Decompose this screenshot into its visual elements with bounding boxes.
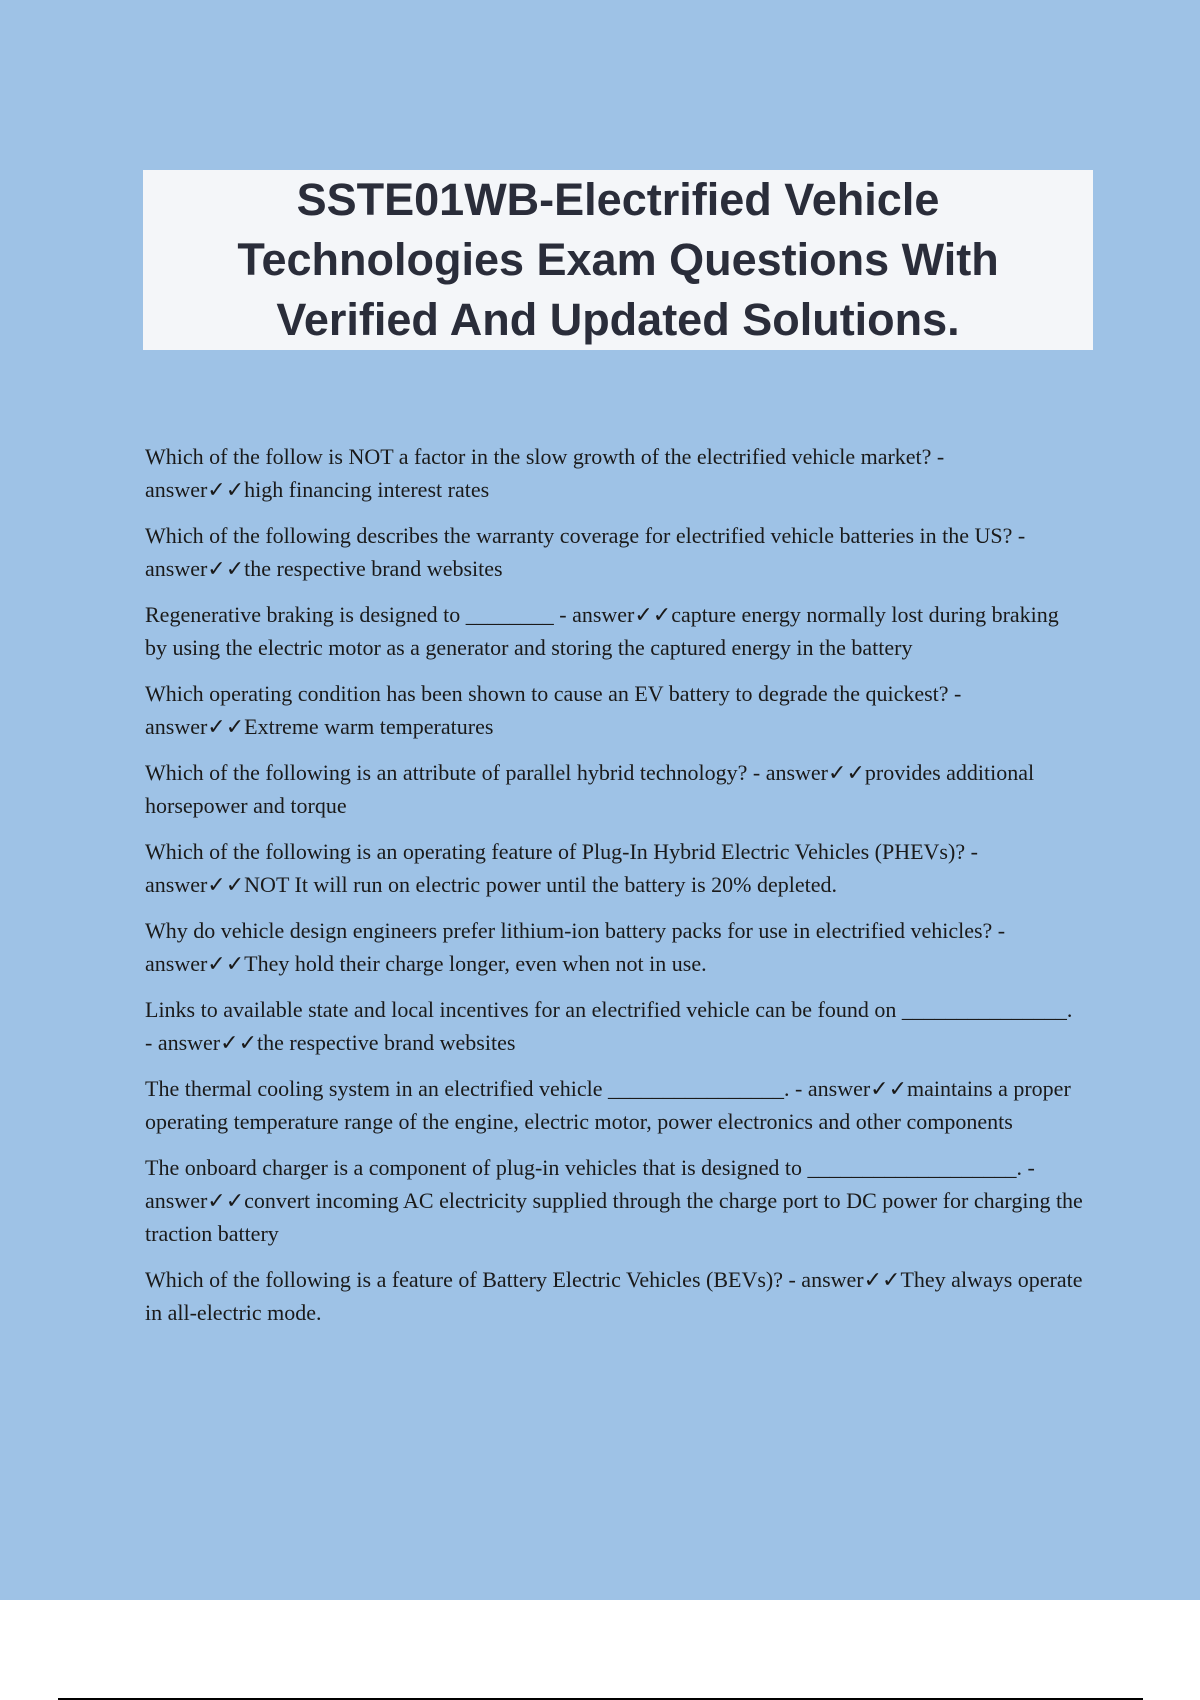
question-answer-item: The onboard charger is a component of plug-in vehicles that is designed to ___________________. - answer✓✓convert incoming AC electricity supplied through the charge port to DC power for charging the traction battery (145, 1155, 1083, 1246)
question-answer-item: Which of the follow is NOT a factor in the slow growth of the electrified vehicle market? - answer✓✓high financing interest rates (145, 444, 945, 502)
title-box (143, 170, 1093, 350)
question-answer-item: Regenerative braking is designed to ________ - answer✓✓capture energy normally lost during braking by using the electric motor as a generator and storing the captured energy in the battery (145, 602, 1059, 660)
question-answer-item: Which operating condition has been shown to cause an EV battery to degrade the quickest? - answer✓✓Extreme warm temperatures (145, 681, 962, 739)
question-answer-item: Which of the following is an attribute of parallel hybrid technology? - answer✓✓provides additional horsepower and torque (145, 760, 1035, 818)
question-answer-item: Why do vehicle design engineers prefer lithium-ion battery packs for use in electrified vehicles? - answer✓✓They hold their charge longer, even when not in use. (145, 918, 1006, 976)
question-answer-item: The thermal cooling system in an electrified vehicle ________________. - answer✓✓maintains a proper operating temperature range of the engine, electric motor, power electronics and other components (145, 1076, 1071, 1134)
question-answer-item: Links to available state and local incentives for an electrified vehicle can be found on _______________. - answer✓✓the respective brand websites (145, 997, 1073, 1055)
question-answer-list (145, 440, 1085, 1342)
question-answer-item: Which of the following describes the warranty coverage for electrified vehicle batteries in the US? - answer✓✓the respective brand websites (145, 523, 1026, 581)
question-answer-item: Which of the following is a feature of Battery Electric Vehicles (BEVs)? - answer✓✓They always operate in all-electric mode. (145, 1267, 1083, 1325)
question-answer-item: Which of the following is an operating feature of Plug-In Hybrid Electric Vehicles (PHEVs)? - answer✓✓NOT It will run on electric power until the battery is 20% depleted. (145, 839, 978, 897)
document-title: SSTE01WB-Electrified Vehicle Technologies Exam Questions With Verified And Updated Solutions. (237, 174, 999, 345)
